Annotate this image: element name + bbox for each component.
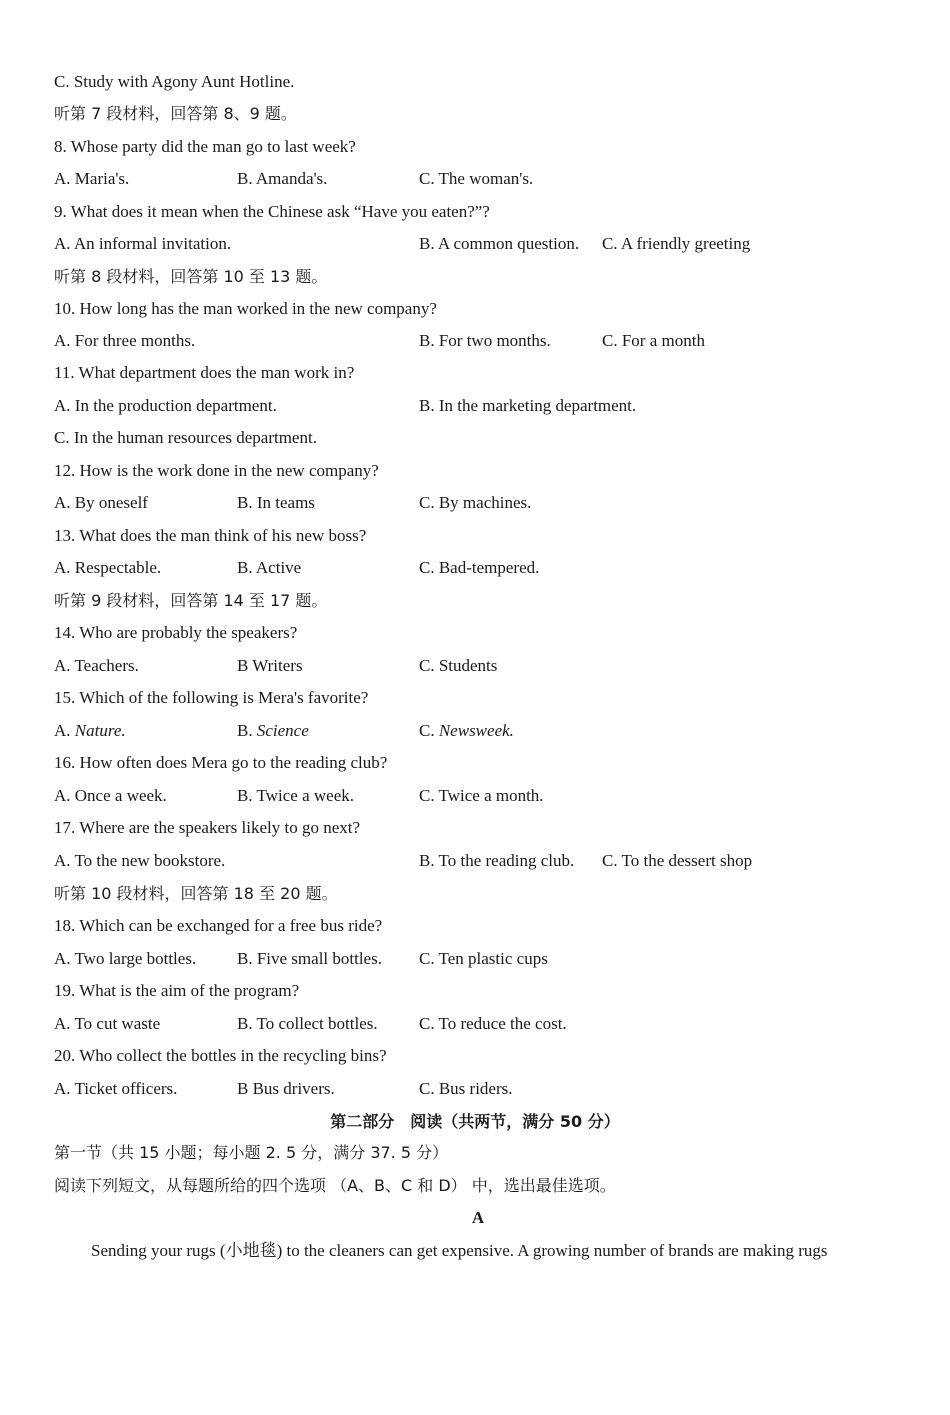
option-c: C. Bus riders. [419, 1079, 513, 1098]
question-8: 8. Whose party did the man go to last week? [54, 137, 356, 156]
option-text: Newsweek. [438, 721, 514, 740]
option-b: B. Active [237, 558, 302, 577]
option-b: B. For two months. [419, 331, 551, 350]
option-a: A. Maria's. [54, 169, 130, 188]
question-15: 15. Which of the following is Mera's favorite? [54, 688, 369, 707]
question-10: 10. How long has the man worked in the new company? [54, 299, 437, 318]
question-16: 16. How often does Mera go to the reading club? [54, 753, 388, 772]
question-9: 9. What does it mean when the Chinese ask “Have you eaten?”? [54, 202, 490, 221]
option-a: A. Ticket officers. [54, 1079, 178, 1098]
option-a [54, 716, 126, 746]
option-text: Nature. [74, 721, 126, 740]
option-a: A. An informal invitation. [54, 234, 232, 253]
reading-instruction: 阅读下列短文，从每题所给的四个选项 （A、B、C 和 D） 中，选出最佳选项。 [54, 1176, 616, 1195]
option-b: B. In teams [237, 493, 315, 512]
option-c: C. In the human resources department. [54, 428, 317, 447]
option-a: A. Two large bottles. [54, 949, 197, 968]
section-instruction-8: 听第 8 段材料，回答第 10 至 13 题。 [54, 267, 328, 286]
option-b [237, 716, 309, 746]
option-c: C. To the dessert shop [602, 851, 753, 870]
option-c: C. To reduce the cost. [419, 1014, 567, 1033]
question-17: 17. Where are the speakers likely to go next? [54, 818, 361, 837]
option-b: B. Twice a week. [237, 786, 354, 805]
option-c: C. The woman's. [419, 169, 534, 188]
question-18: 18. Which can be exchanged for a free bus ride? [54, 916, 383, 935]
question-14: 14. Who are probably the speakers? [54, 623, 298, 642]
option-b: B. To collect bottles. [237, 1014, 378, 1033]
option-a: A. Teachers. [54, 656, 139, 675]
question-19: 19. What is the aim of the program? [54, 981, 300, 1000]
section-instruction-9: 听第 9 段材料，回答第 14 至 17 题。 [54, 591, 328, 610]
option-a: A. To the new bookstore. [54, 851, 226, 870]
section-one-heading: 第一节（共 15 小题；每小题 2. 5 分，满分 37. 5 分） [54, 1143, 449, 1162]
option-c: C. Ten plastic cups [419, 949, 548, 968]
question-13: 13. What does the man think of his new boss? [54, 526, 367, 545]
question-20: 20. Who collect the bottles in the recycling bins? [54, 1046, 387, 1065]
question-12: 12. How is the work done in the new company? [54, 461, 379, 480]
option-b: B. To the reading club. [419, 851, 575, 870]
option-a: A. To cut waste [54, 1014, 161, 1033]
part-two-heading: 第二部分 阅读（共两节，满分 50 分） [330, 1112, 620, 1131]
option-c: C. Study with Agony Aunt Hotline. [54, 72, 295, 91]
option-b: B Writers [237, 656, 303, 675]
option-c: C. Students [419, 656, 498, 675]
option-c: C. Twice a month. [419, 786, 544, 805]
option-line [54, 67, 294, 97]
section-instruction-7: 听第 7 段材料，回答第 8、9 题。 [54, 104, 297, 123]
option-b: B. A common question. [419, 234, 580, 253]
option-letter: B. [237, 721, 257, 740]
option-a: A. By oneself [54, 493, 148, 512]
option-a: A. Once a week. [54, 786, 167, 805]
option-letter: A. [54, 721, 75, 740]
option-b: B. Amanda's. [237, 169, 328, 188]
option-c: C. By machines. [419, 493, 532, 512]
option-c [419, 716, 514, 746]
option-a: A. In the production department. [54, 396, 277, 415]
option-letter: C. [419, 721, 439, 740]
option-text: Science [256, 721, 309, 740]
passage-title: A [471, 1208, 485, 1227]
question-11: 11. What department does the man work in? [54, 363, 355, 382]
option-a: A. Respectable. [54, 558, 162, 577]
passage-first-line: Sending your rugs (小地毯) to the cleaners can get expensive. A growing number of brands are making rugs [91, 1241, 828, 1260]
options-11-cont [54, 423, 317, 453]
option-c: C. For a month [602, 331, 705, 350]
option-b: B. In the marketing department. [419, 396, 637, 415]
option-c: C. Bad-tempered. [419, 558, 540, 577]
section-instruction-10: 听第 10 段材料，回答第 18 至 20 题。 [54, 884, 338, 903]
option-a: A. For three months. [54, 331, 196, 350]
option-c: C. A friendly greeting [602, 234, 751, 253]
option-b: B. Five small bottles. [237, 949, 382, 968]
option-b: B Bus drivers. [237, 1079, 335, 1098]
